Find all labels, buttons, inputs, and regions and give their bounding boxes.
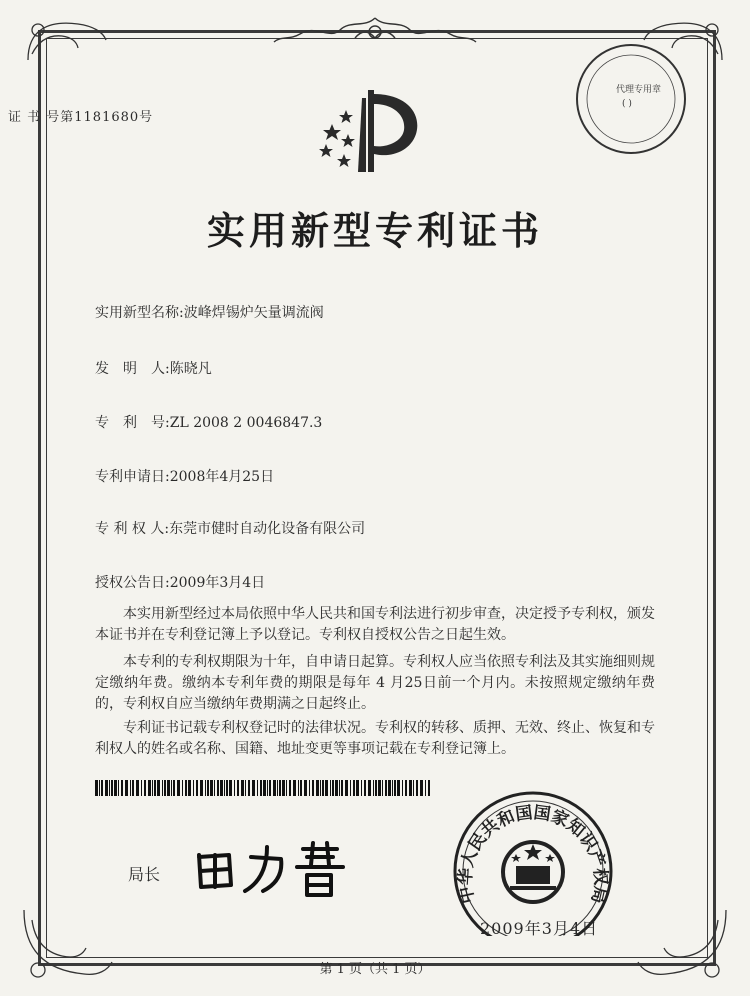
field-grant-date — [95, 572, 265, 592]
field-value: 陈晓凡 — [169, 361, 212, 377]
paragraph-grant: 本实用新型经过本局依照中华人民共和国专利法进行初步审查，决定授予专利权，颁发本证书并在专利登记簿上予以登记。专利权自授权公告之日起生效。 — [95, 606, 655, 643]
page-title: 实用新型专利证书 — [206, 208, 543, 253]
field-value: ZL 2008 2 0046847.3 — [169, 415, 323, 431]
svg-text:代理专用章: 代理专用章 — [616, 85, 662, 95]
barcode-icon — [95, 780, 435, 796]
field-utility-model-name — [95, 302, 324, 322]
field-label: 专 利 权 人: — [95, 521, 170, 537]
patent-office-emblem-icon — [312, 88, 432, 178]
field-value: 2009年3月4日 — [169, 575, 266, 591]
paragraph-term: 本专利的专利权期限为十年，自申请日起算。专利权人应当依照专利法及其实施细则规定缴纳年费。缴纳本专利年费的期限是每年 4 月25日前一个月内。未按照规定缴纳年费的，专利权自应当缴纳年费期满之日起终止。 — [95, 654, 655, 712]
field-label: 专 利 号: — [95, 415, 170, 431]
field-value: 2008年4月25日 — [169, 469, 275, 485]
field-value: 波峰焊锡炉矢量调流阀 — [183, 305, 324, 321]
field-label: 发 明 人: — [95, 361, 170, 377]
field-label: 授权公告日: — [95, 575, 170, 591]
field-patent-number — [95, 412, 322, 432]
agency-seal-icon — [572, 40, 690, 158]
top-ornament-icon — [270, 14, 480, 50]
field-application-date — [95, 466, 274, 486]
certificate-number: 证 书 号第1181680号 — [8, 110, 154, 125]
seal-ring-text: 中华人民共和国国家知识产权局 — [455, 802, 611, 906]
national-emblem-seal-icon — [448, 786, 618, 936]
field-inventor — [95, 358, 212, 378]
page-footer: 第 1 页（共 1 页） — [319, 962, 431, 977]
field-value: 东莞市健时自动化设备有限公司 — [169, 521, 366, 537]
seal-date: 2009年3月4日 — [480, 919, 599, 938]
paragraph-legal-status: 专利证书记载专利权登记时的法律状况。专利权的转移、质押、无效、终止、恢复和专利权人的姓名或名称、国籍、地址变更等事项记载在专利登记簿上。 — [95, 720, 655, 757]
top-left-ornament-icon — [18, 10, 108, 70]
director-label: 局长 — [128, 865, 161, 884]
svg-text:( ): ( ) — [622, 99, 632, 109]
field-label: 实用新型名称: — [95, 305, 184, 321]
director-signature — [185, 835, 365, 905]
field-patentee — [95, 518, 365, 538]
field-label: 专利申请日: — [95, 469, 170, 485]
